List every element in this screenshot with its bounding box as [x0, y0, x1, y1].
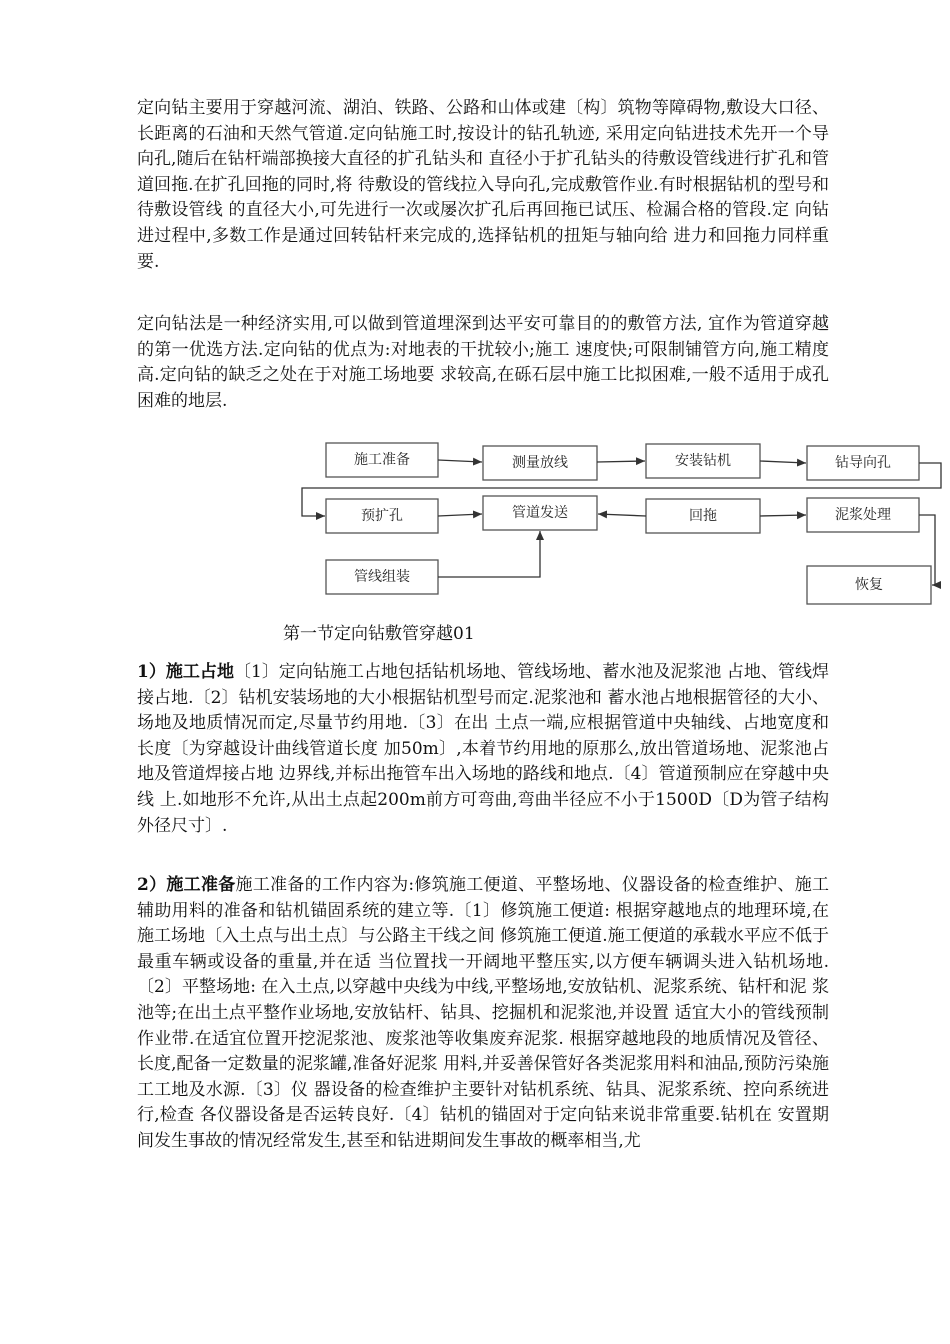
step-label-restore: 恢复	[855, 577, 883, 593]
construction-flowchart	[290, 430, 950, 610]
section-preparation	[137, 873, 829, 1155]
step-label-send: 管道发送	[512, 505, 568, 521]
step-label-mud: 泥浆处理	[835, 507, 891, 523]
step-label-prep: 施工准备	[354, 452, 410, 468]
step-label-preream: 预扩孔	[361, 508, 403, 524]
section-heading-land-use: 1）施工占地	[137, 662, 234, 682]
section-body-land-use: 〔1〕定向钻施工占地包括钻机场地、管线场地、蓄水池及泥浆池 占地、管线焊接占地.〔2〕钻机安装场地的大小根据钻机型号而定.泥浆池和 蓄水池占地根据管径的大小、场地及地质情况而定,尽量节约用地.〔3〕在出 土点一端,应根据管道中央轴线、占地宽度和长度〔为穿越设计曲线管道长度 加50m〕,本着节约用地的原那么,放出管道场地、泥浆池占地及管道焊接占地 边界线,并标出拖管车出入场地的路线和地点.〔4〕管道预制应在穿越中央线 上.如地形不允许,从出土点起200m前方可弯曲,弯曲半径应不小于1500D〔D为管子结构外径尺寸〕.	[137, 662, 829, 836]
step-label-pilot: 钻导向孔	[835, 455, 891, 471]
advantages-paragraph: 定向钻法是一种经济实用,可以做到管道埋深到达平安可靠目的的敷管方法, 宜作为管道穿越的第一优选方法.定向钻的优点为:对地表的干扰较小;施工 速度快;可限制铺管方向,施工精度高.定向钻的缺乏之处在于对施工场地要 求较高,在砾石层中施工比拟困难,一般不适用于成孔困难的地层.	[137, 314, 829, 411]
figure-caption: 第一节定向钻敷管穿越01	[283, 624, 475, 644]
step-label-survey: 测量放线	[512, 455, 568, 471]
intro-paragraph: 定向钻主要用于穿越河流、湖泊、铁路、公路和山体或建〔构〕筑物等障碍物,敷设大口径、长距离的石油和天然气管道.定向钻施工时,按设计的钻孔轨迹, 采用定向钻进技术先开一个导向孔,随后在钻杆端部换接大直径的扩孔钻头和 直径小于扩孔钻头的待敷设管线进行扩孔和管道回拖.在扩孔回拖的同时,将 待敷设的管线拉入导向孔,完成敷管作业.有时根据钻机的型号和待敷设管线 的直径大小,可先进行一次或屡次扩孔后再回拖已试压、检漏合格的管段.定 向钻进过程中,多数工作是通过回转钻杆来完成的,选择钻机的扭矩与轴向给 进力和回拖力同样重要.	[137, 98, 829, 272]
section-heading-preparation: 2）施工准备	[137, 875, 236, 895]
step-label-pullback: 回拖	[689, 508, 717, 524]
section-body-preparation: 施工准备的工作内容为:修筑施工便道、平整场地、仪器设备的检查维护、施工辅助用料的准备和钻机锚固系统的建立等.〔1〕修筑施工便道: 根据穿越地点的地理环境,在施工场地〔入土点与出土点〕与公路主干线之间 修筑施工便道.施工便道的承载水平应不低于最重车辆或设备的重量,并在适 当位置找一开阔地平整压实,以方便车辆调头进入钻机场地.〔2〕平整场地: 在入土点,以穿越中央线为中线,平整场地,安放钻机、泥浆系统、钻杆和泥 浆池等;在出土点平整作业场地,安放钻杆、钻具、挖掘机和泥浆池,并设置 适宜大小的管线预制作业带.在适宜位置开挖泥浆池、废浆池等收集废弃泥浆. 根据穿越地段的地质情况及管径、长度,配备一定数量的泥浆罐,准备好泥浆 用料,并妥善保管好各类泥浆用料和油品,预防污染施工工地及水源.〔3〕仪 器设备的检查维护主要针对钻机系统、钻具、泥浆系统、控向系统进行,检查 各仪器设备是否运转良好.〔4〕钻机的锚固对于定向钻来说非常重要.钻机在 安置期间发生事故的情况经常发生,甚至和钻进期间发生事故的概率相当,尤	[137, 875, 829, 1151]
step-label-install: 安装钻机	[675, 453, 731, 469]
step-label-assembly: 管线组装	[354, 569, 410, 585]
section-land-use	[137, 660, 829, 839]
